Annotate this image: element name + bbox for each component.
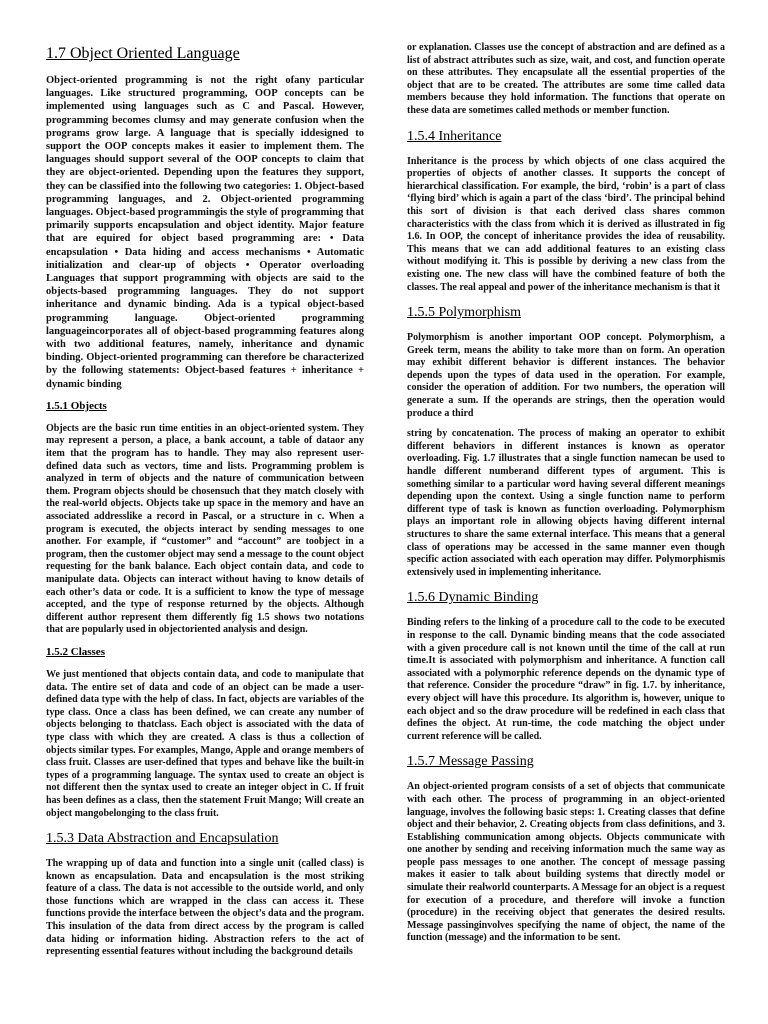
- classes-paragraph: We just mentioned that objects contain data, and code to manipulate that data. The entire set of data and code of an object can be made a user-defined data type with the help of class. In fact, objects are variables of the type class. Once a class has been defined, we can create any number of objects belonging to thatclass. Each object is associated with the data of type class with which they are created. A class is thus a collection of objects similar types. For examples, Mango, Apple and orange members of class fruit. Classes are user-defined that types and behave like the built-in types of a programming language. The syntax used to create an object is not different then the syntax used to create an integer object in C. If fruit has been defines as a class, then the statement Fruit Mango; Will create an object mangobelonging to the class fruit.: [46, 668, 364, 819]
- abstraction-paragraph: The wrapping up of data and function into a single unit (called class) is known as encapsulation. Data and encapsulation is the most striking feature of a class. The data is not accessible to the outside world, and only those functions which are wrapped in the class can access it. These functions provide the interface between the object’s data and the program. This insulation of the data from direct access by the program is called data hiding or information hiding. Abstraction refers to the act of representing essential features without including the background details: [46, 858, 364, 958]
- left-column: [46, 44, 364, 967]
- heading-message-passing: 1.5.7 Message Passing: [407, 754, 534, 770]
- heading-objects: 1.5.1 Objects: [46, 399, 107, 412]
- polymorphism-paragraph-continued: string by concatenation. The process of making an operator to exhibit different behaviors in different instances is known as operator overloading. Fig. 1.7 illustrates that a single function namecan be used to handle different numberand different types of argument. This is something similar to a particular word having several different meanings depending upon the context. Using a single function name to perform different type of task is known as function overloading. Polymorphism plays an important role in allowing objects having different internal structures to share the same external interface. This means that a general class of operations may be accessed in the same manner even though specific action associated with each operation may differ. Polymorphismis extensively used in implementing inheritance.: [407, 428, 725, 578]
- intro-paragraph: Object-oriented programming is not the right ofany particular languages. Like structured programming, OOP concepts can be implemented using languages such as C and Pascal. However, programming becomes clumsy and may generate confusion when the programs grow large. A language that is specially iddesigned to support the OOP concepts makes it easier to implement them. The languages should support several of the OOP concepts to claim that they are object-oriented. Depending upon the features they support, they can be classified into the following two categories: 1. Object-based programming languages, and 2. Object-oriented programming languages. Object-based programmingis the style of programming that primarily supports encapsulation and object identity. Major feature that are equired for object based programming are: • Data encapsulation • Data hiding and access mechanisms • Automatic initialization and clear-up of objects • Operator overloading Languages that support programming with objects are said to the objects-based programming languages. They do not support inheritance and dynamic binding. Ada is a typical object-based programming language. Object-oriented programming languageincorporates all of object-based programming features along with two additional features, namely, inheritance and dynamic binding. Object-oriented programming can therefore be characterized by the following statements: Object-based features + inheritance + dynamic binding: [46, 75, 364, 390]
- polymorphism-paragraph: Polymorphism is another important OOP concept. Polymorphism, a Greek term, means the ability to take more than on form. An operation may exhibit different behavior is different instances. The behavior depends upon the types of data used in the operation. For example, consider the operation of addition. For two numbers, the operation will generate a sum. If the operands are strings, then the operation would produce a third: [407, 332, 725, 419]
- heading-classes: 1.5.2 Classes: [46, 645, 105, 658]
- section-title-oop-language: 1.7 Object Oriented Language: [46, 45, 240, 62]
- objects-paragraph: Objects are the basic run time entities in an object-oriented system. They may represent a person, a place, a bank account, a table of dataor any item that the program has to handle. They may also represent user-defined data such as vectors, time and lists. Programming problem is analyzed in term of objects and the nature of communication between them. Program objects should be chosensuch that they match closely with the real-world objects. Objects take up space in the memory and have an associated addresslike a record in Pascal, or a structure in c. When a program is executed, the objects interact by sending messages to one another. For example, if “customer” and “account” are toobject in a program, then the customer object may send a message to the count object requesting for the bank balance. Each object contain data, and code to manipulate data. Objects can interact without having to know details of each other’s data or code. It is a sufficient to know the type of message accepted, and the type of response returned by the objects. Although different author represent them differently fig 1.5 shows two notations that are popularly used in objectoriented analysis and design.: [46, 422, 364, 636]
- heading-polymorphism: 1.5.5 Polymorphism: [407, 305, 521, 321]
- heading-dynamic-binding: 1.5.6 Dynamic Binding: [407, 590, 539, 606]
- heading-inheritance: 1.5.4 Inheritance: [407, 128, 502, 144]
- heading-data-abstraction: 1.5.3 Data Abstraction and Encapsulation: [46, 831, 279, 847]
- binding-paragraph: Binding refers to the linking of a procedure call to the code to be executed in response to the call. Dynamic binding means that the code associated with a given procedure call is not known until the time of the call at run time.It is associated with polymorphism and inheritance. A function call associated with a polymorphic reference depends on the dynamic type of that reference. Consider the procedure “draw” in fig. 1.7. by inheritance, every object will have this procedure. Its algorithm is, however, unique to each object and so the draw procedure will be redefined in each class that defines the object. At run-time, the code matching the object under current reference will be called.: [407, 617, 725, 742]
- continuation-paragraph: or explanation. Classes use the concept of abstraction and are defined as a list of abstract attributes such as size, wait, and cost, and function operate on these attributes. They encapsulate all the essential properties of the object that are to be created. The attributes are some time called data members because they hold information. The functions that operate on these data are sometimes called methods or member function.: [407, 42, 725, 116]
- message-paragraph: An object-oriented program consists of a set of objects that communicate with each other. The process of programming in an object-oriented language, involves the following basic steps: 1. Creating classes that define object and their behavior, 2. Creating objects from class definitions, and 3. Establishing communication among objects. Objects communicate with one another by sending and receiving information much the same way as people pass messages to one another. The concept of message passing makes it easier to talk about building systems that directly model or simulate their realworld counterparts. A Message for an object is a request for execution of a procedure, and therefore will invoke a function (procedure) in the receiving object that generates the desired results. Message passinginvolves specifying the name of object, the name of the function (message) and the information to be sent.: [407, 781, 725, 944]
- right-column: [407, 42, 725, 953]
- inheritance-paragraph: Inheritance is the process by which objects of one class acquired the properties of objects of another classes. It supports the concept of hierarchical classification. For example, the bird, ‘robin’ is a part of class ‘flying bird’ which is again a part of the class ‘bird’. The principal behind this sort of division is that each derived class shares common characteristics with the class from which it is derived as illustrated in fig 1.6. In OOP, the concept of inheritance provides the idea of reusability. This means that we can add additional features to an existing class without modifying it. This is possible by deriving a new class from the existing one. The new class will have the combined feature of both the classes. The real appeal and power of the inheritance mechanism is that it: [407, 155, 725, 293]
